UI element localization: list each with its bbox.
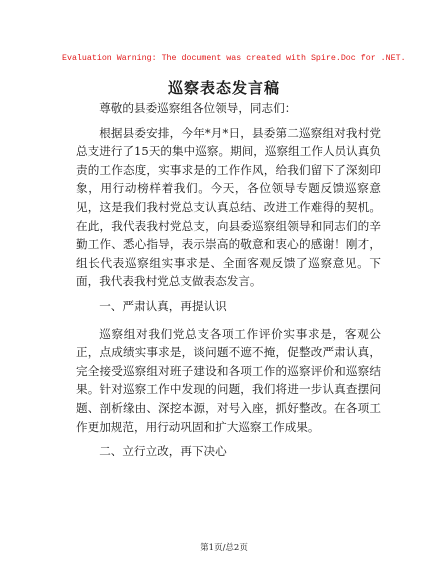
salutation: 尊敬的县委巡察组各位领导，同志们： <box>99 101 297 115</box>
document-title: 巡察表态发言稿 <box>167 79 280 97</box>
evaluation-warning: Evaluation Warning: The document was created with Spire.Doc for .NET. <box>62 54 406 63</box>
section-heading-1: 一、严肃认真，再提认识 <box>99 298 227 313</box>
section-heading-2: 二、立行立改，再下决心 <box>99 444 227 459</box>
document-body <box>76 99 381 470</box>
page-footer: 第1页/总2页 <box>200 543 248 553</box>
paragraph-section-1: 巡察组对我们党总支各项工作评价实事求是，客观公正，点成绩实事求是，谈问题不遮不掩，促整改严肃认真，完全接受巡察组对班子建设和各项工作的巡察评价和巡察结果。针对巡察工作中发现的问题，我们将进一步认真查摆问题、剖析缘由、深挖本源，对号入座，抓好整改。在各项工作更加规范，用行动巩固和扩大巡察工作成果。 <box>76 326 381 434</box>
paragraph-intro: 根据县委安排，今年*月*日，县委第二巡察组对我村党总支进行了15天的集中巡察。期间，巡察组工作人员认真负责的工作态度，实事求是的工作作风，给我们留下了深刻印象，用行动榜样着我们。今天，各位领导专题反馈巡察意见，这是我们我村党总支认真总结、改进工作难得的契机。在此，我代表我村党总支，向县委巡察组领导和同志们的辛勤工作、悉心指导，表示崇高的敬意和衷心的感谢！刚才，组长代表巡察组实事求是、全面客观反馈了巡察意见。下面，我代表我村党总支做表态发言。 <box>76 125 381 289</box>
